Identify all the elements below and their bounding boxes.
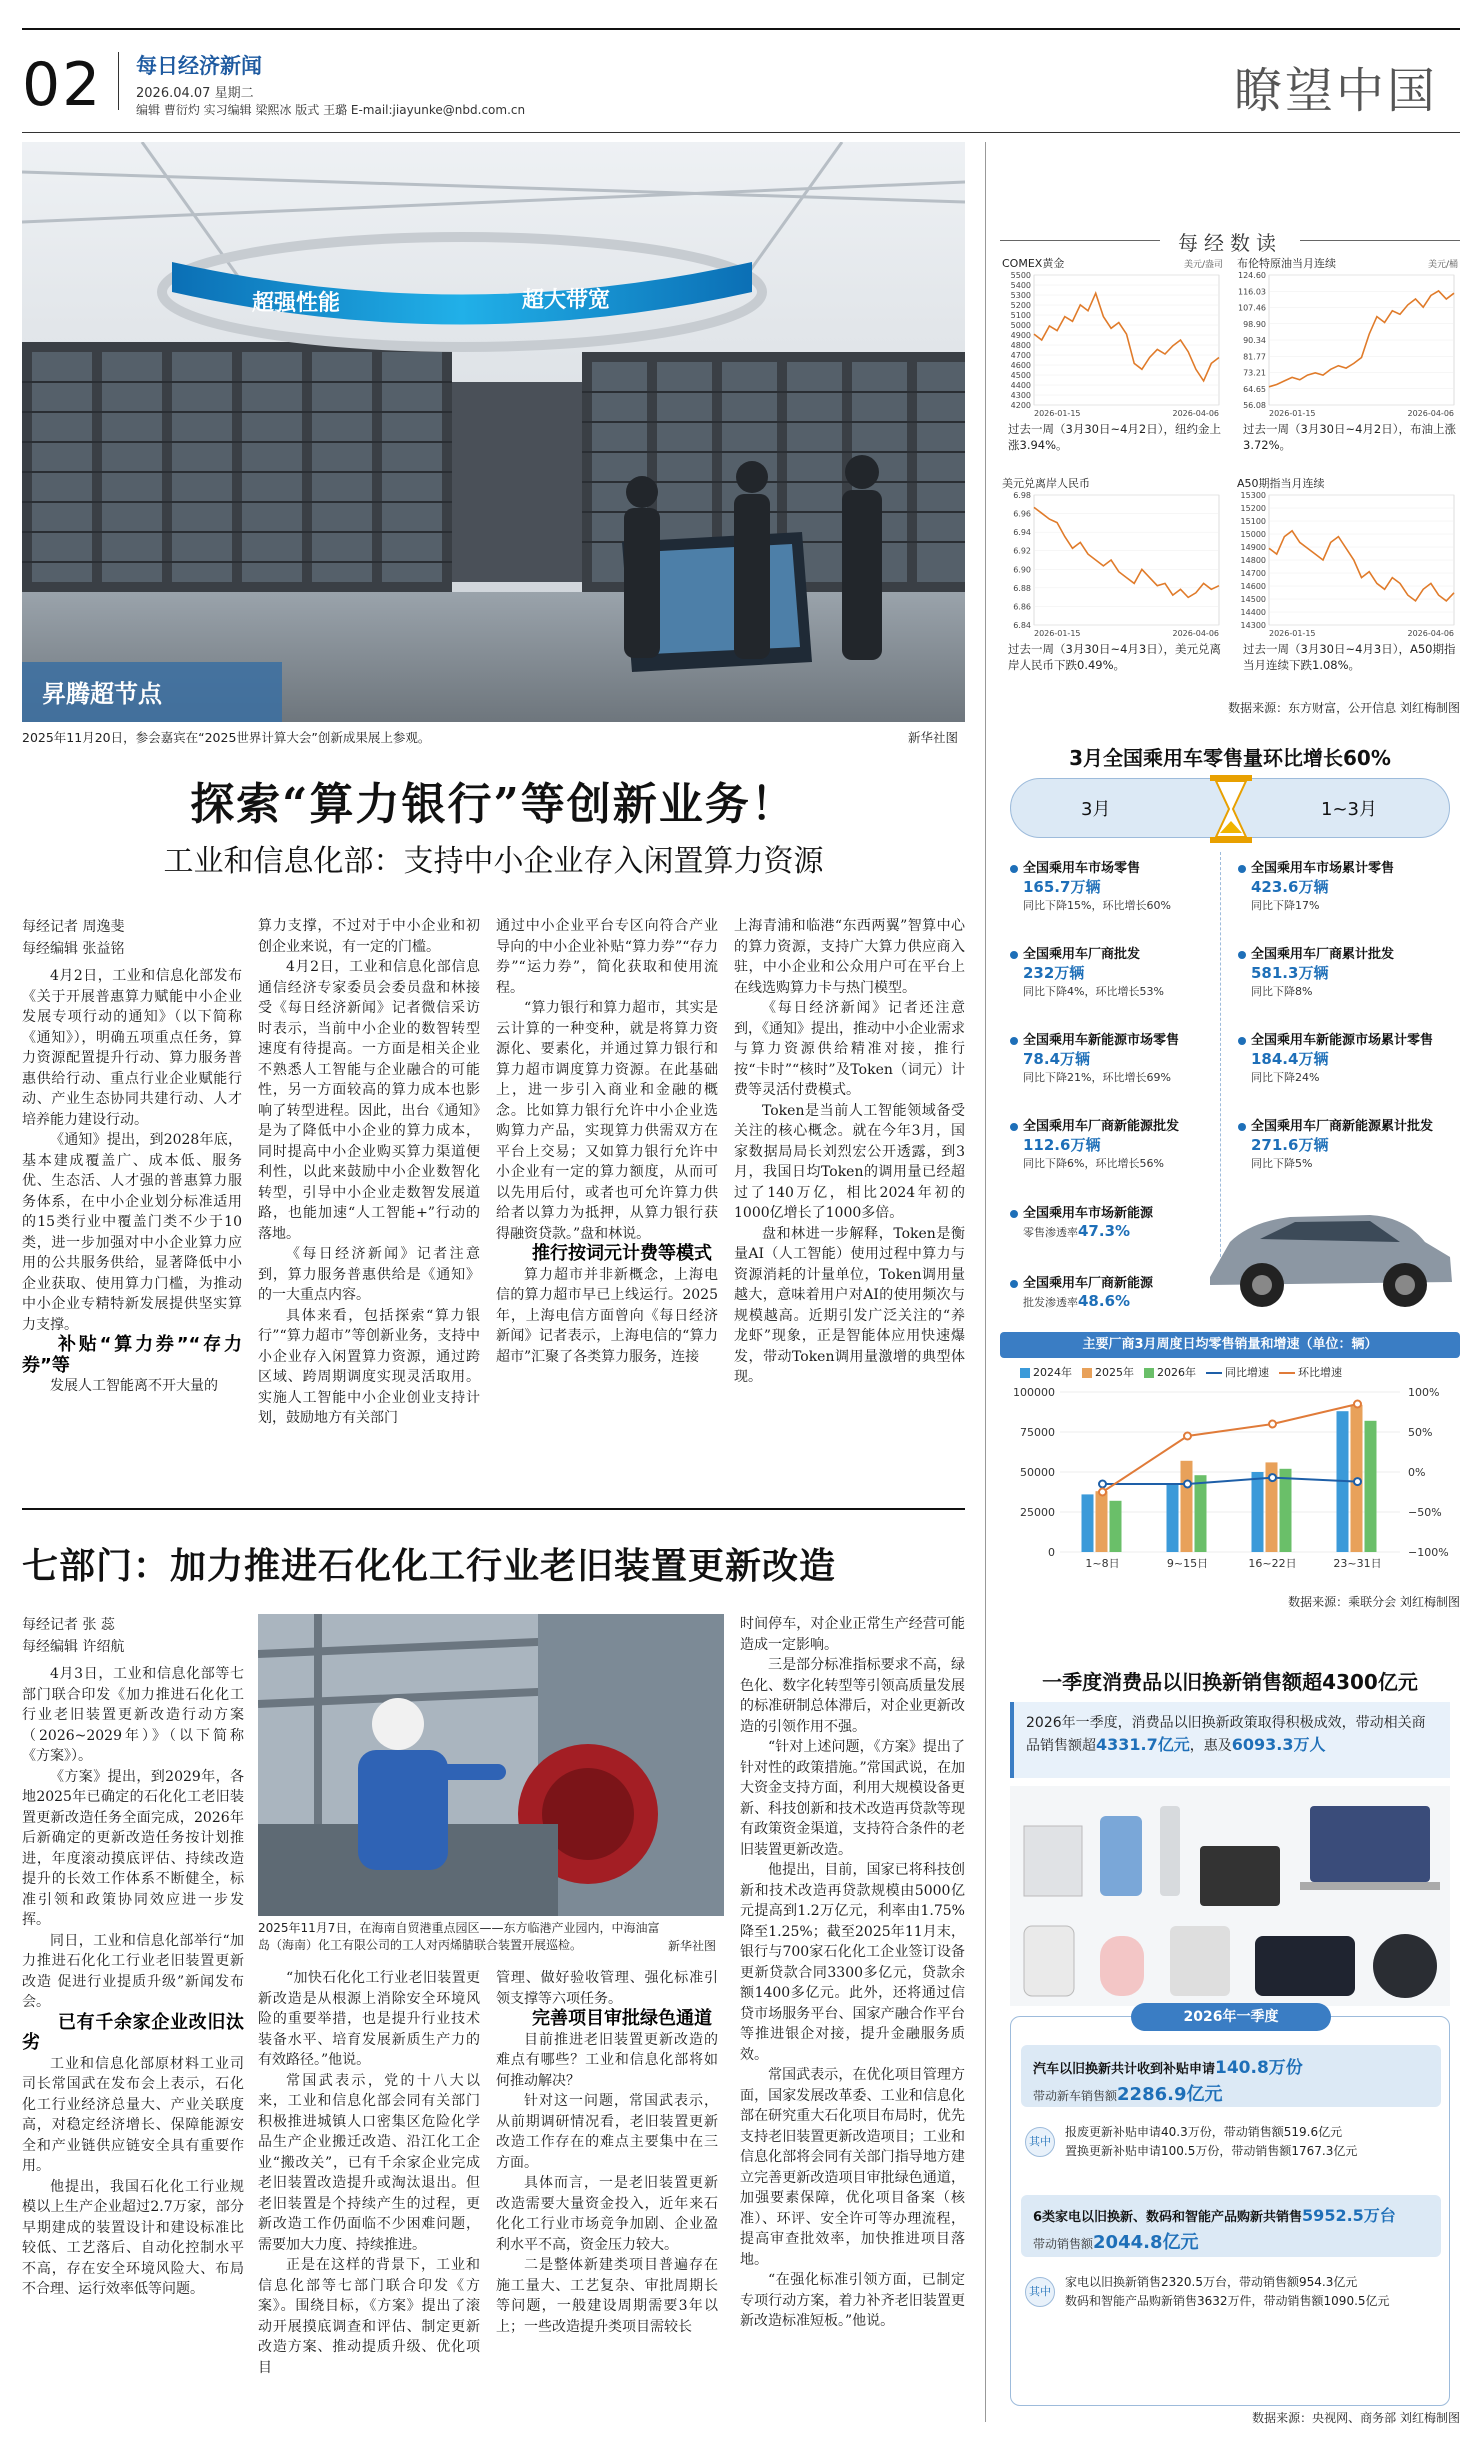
car-stat-label: 全国乘用车厂商新能源累计批发 <box>1251 1119 1434 1134</box>
car-stat-note: 批发渗透率 <box>1023 1296 1078 1309</box>
auto-breakdown <box>1021 2117 1441 2177</box>
article1-para: 4月2日，工业和信息化部发布《关于开展普惠算力赋能中小企业发展专项行动的通知》（以下简称《通知》），明确五项重点任务，算力资源配置提升行动、算力服务普惠供给行动、重点行业企业赋能行动、产业生态协同共建行动、人才培养能力建设行动。 <box>22 968 242 1128</box>
article1-para: 算力支撑，不过对于中小企业和初创企业来说，有一定的门槛。 <box>258 918 480 955</box>
market-chart-ytick: 4300 <box>1010 391 1031 400</box>
weekly-line-point <box>1099 1481 1106 1488</box>
bullet-dot-icon <box>1010 1280 1018 1288</box>
article1-byline <box>22 916 242 960</box>
market-chart-ytick: 5100 <box>1010 311 1031 320</box>
market-chart-ytick: 5500 <box>1010 271 1031 280</box>
market-chart-ytick: 5200 <box>1010 301 1031 310</box>
car-penetration-item <box>1010 1202 1210 1240</box>
products-illustration <box>1010 1786 1450 2006</box>
legend-item <box>1279 1366 1342 1379</box>
quarter-tab <box>1131 2003 1331 2031</box>
article1-subhead-1: 补贴“算力券”“存力券”等 <box>22 1334 242 1376</box>
legend-label: 环比增速 <box>1298 1366 1342 1379</box>
hourglass-icon <box>1206 773 1256 845</box>
weekly-ytick-left: 25000 <box>1020 1506 1055 1519</box>
article1-col4 <box>734 916 965 1388</box>
weekly-ytick-right: 100% <box>1408 1386 1440 1399</box>
car-stat-label: 全国乘用车新能源市场累计零售 <box>1251 1033 1434 1048</box>
car-stat-label: 全国乘用车市场新能源 <box>1023 1206 1154 1221</box>
article2-para: 工业和信息化部原材料工业司司长常国武在发布会上表示，石化化工行业经济总量大、产业关联度高，对稳定经济增长、保障能源安全和产业链供应链安全具有重要作用。 <box>22 2055 244 2174</box>
car-title: 3月全国乘用车零售量环比增长60% <box>1069 746 1391 770</box>
consumer-intro-box <box>1010 1702 1450 1778</box>
market-chart-ytick: 4800 <box>1010 341 1031 350</box>
market-chart-ytick: 6.96 <box>1013 509 1031 519</box>
market-charts-header: 每经数读 <box>1178 231 1282 255</box>
weekly-chart <box>1000 1332 1460 1612</box>
header-rule-left <box>1000 240 1160 241</box>
market-chart-ytick: 15300 <box>1240 491 1266 500</box>
market-chart-xtick: 2026-01-15 <box>1034 409 1081 418</box>
market-chart-ytick: 116.03 <box>1238 287 1266 297</box>
paper-name: 每日经济新闻 <box>136 53 262 78</box>
legend-label: 2024年 <box>1033 1366 1072 1379</box>
article2-para: 目前推进老旧装置更新改造的难点有哪些？工业和信息化部将如何推动解决？ <box>496 2031 718 2089</box>
article2-para: 时间停车，对企业正常生产经营可能造成一定影响。 <box>740 1616 965 1653</box>
appliance-breakdown <box>1021 2267 1441 2327</box>
article2-para: “加快石化化工行业老旧装置更新改造是从根源上消除安全环境风险的重要举措，也是提升行业技术装备水平、培育发展新质生产力的有效路径。”他说。 <box>258 1970 480 2068</box>
car-stat-label: 全国乘用车厂商新能源 <box>1023 1276 1154 1291</box>
suv-illustration <box>1200 1187 1460 1317</box>
market-chart-ytick: 15100 <box>1240 517 1266 526</box>
market-source: 数据来源：东方财富，公开信息 刘红梅制图 <box>1228 701 1460 715</box>
article1-col3 <box>496 916 718 1367</box>
market-chart-title: 美元兑离岸人民币 <box>1002 477 1090 490</box>
article2-para: 常国武表示，在优化项目管理方面，国家发展改革委、工业和信息化部在研究重大石化项目布局时，优先支持老旧装置更新改造项目；工业和信息化部将会同有关部门指导地方建立完善更新改造项目审批绿色通道，加强要素保障，优化项目备案（核准）、环评、安全许可等办理流程，提高审查批效率，加快推进项目落地。 <box>740 2067 965 2268</box>
market-chart-caption: 过去一周（3月30日~4月2日），布油上涨3.72%。 <box>1243 422 1456 452</box>
appliance-label: 6类家电以旧换新、数码和智能产品购新共销售 <box>1033 2210 1303 2225</box>
weekly-ytick-left: 50000 <box>1020 1466 1055 1479</box>
consumer-intro-v1: 4331.7亿元 <box>1096 1735 1190 1754</box>
weekly-xtick: 16~22日 <box>1248 1557 1297 1570</box>
auto-tradein-value: 140.8万份 <box>1215 2058 1303 2078</box>
market-chart-ytick: 56.08 <box>1243 401 1266 410</box>
market-chart-ytick: 6.98 <box>1013 491 1031 500</box>
car-stat-note: 同比下降4%，环比增长53% <box>1023 985 1164 998</box>
legend-label: 2025年 <box>1095 1366 1134 1379</box>
market-chart-unit: 美元/盎司 <box>1183 260 1223 270</box>
market-chart-ytick: 14600 <box>1240 582 1266 591</box>
article2-para: 《方案》提出，到2029年，各地2025年已确定的石化化工老旧装置更新改造任务全面完成，2026年后新确定的更新改造任务按计划推进，年度滚动摸底评估、持续改造提升的长效工作体系不断健全，标准引领和政策协同效应进一步发挥。 <box>22 1768 244 1928</box>
market-chart-plot <box>1034 495 1219 625</box>
article1-subhead-2: 推行按词元计费等模式 <box>532 1243 712 1264</box>
market-chart-ytick: 4900 <box>1010 331 1031 340</box>
market-chart-ytick: 4200 <box>1010 401 1031 410</box>
market-chart-cell <box>1237 476 1460 681</box>
market-chart-ytick: 14700 <box>1240 569 1266 578</box>
market-chart-ytick: 4400 <box>1010 381 1031 390</box>
market-chart-ytick: 107.46 <box>1238 303 1266 313</box>
weekly-xtick: 23~31日 <box>1333 1557 1382 1570</box>
auto-tradein-box <box>1021 2045 1441 2107</box>
market-chart-ytick: 6.92 <box>1013 546 1031 556</box>
refinery-illustration <box>258 1614 724 1916</box>
market-chart-ytick: 6.88 <box>1013 583 1031 593</box>
market-chart-title: A50期指当月连续 <box>1237 477 1325 490</box>
article1-col1 <box>22 966 242 1397</box>
market-chart-ytick: 14300 <box>1240 621 1266 630</box>
legend-item <box>1020 1366 1072 1379</box>
quarter-block <box>1010 2009 1450 2406</box>
weekly-line-point <box>1354 1401 1361 1408</box>
article1-para: 通过中小企业平台专区向符合产业导向的中小企业补贴“算力券”“存力券”“运力券”，简化获取和使用流程。 <box>496 918 718 996</box>
car-stat-item <box>1010 1115 1220 1171</box>
market-chart-caption: 过去一周（3月30日~4月3日），A50期指当月连续下跌1.08%。 <box>1243 642 1456 672</box>
car-stat-value: 184.4万辆 <box>1251 1050 1329 1068</box>
bullet-dot-icon <box>1238 865 1246 873</box>
masthead <box>0 0 1482 140</box>
market-chart-ytick: 90.34 <box>1243 336 1266 345</box>
market-chart-plot <box>1034 275 1219 405</box>
car-stat-value: 271.6万辆 <box>1251 1136 1329 1154</box>
market-chart-ytick: 5400 <box>1010 281 1031 290</box>
market-chart-ytick: 15000 <box>1240 530 1266 539</box>
market-chart-ytick: 14500 <box>1240 595 1266 604</box>
tab-q1: 1~3月 <box>1321 799 1377 820</box>
weekly-ytick-left: 100000 <box>1013 1386 1055 1399</box>
photo2-caption: 2025年11月7日，在海南自贸港重点园区——东方临港产业园内，中海油富岛（海南）化工有限公司的工人对丙烯腈联合装置开展巡检。 <box>258 1921 660 1952</box>
datacenter-illustration <box>22 142 965 722</box>
weekly-ytick-right: 0% <box>1408 1466 1426 1479</box>
market-chart-title: 布伦特原油当月连续 <box>1237 257 1336 270</box>
bullet-dot-icon <box>1238 951 1246 959</box>
weekly-ytick-right: 50% <box>1408 1426 1433 1439</box>
car-stat-item <box>1238 1115 1448 1171</box>
weekly-chart-title: 主要厂商3月周度日均零售销量和增速（单位：辆） <box>1082 1337 1378 1352</box>
car-stat-note: 同比下降6%，环比增长56% <box>1023 1157 1164 1170</box>
weekly-bar <box>1252 1472 1264 1552</box>
legend-label: 2026年 <box>1157 1366 1196 1379</box>
car-penetration-item <box>1010 1272 1210 1310</box>
weekly-line-point <box>1184 1433 1191 1440</box>
legend-item <box>1144 1366 1196 1379</box>
legend-label: 同比增速 <box>1225 1366 1269 1379</box>
article1-subheadline: 工业和信息化部：支持中小企业存入闲置算力资源 <box>163 844 824 879</box>
car-stat-note: 同比下降15%，环比增长60% <box>1023 899 1171 912</box>
article2-para: 具体而言，一是老旧装置更新改造需要大量资金投入，近年来石化化工行业市场竞争加剧、企业盈利水平不高，资金压力较大。 <box>496 2175 718 2253</box>
market-chart-xtick: 2026-01-15 <box>1034 629 1081 638</box>
article2-para: 他提出，我国石化化工行业规模以上生产企业超过2.7万家，部分早期建成的装置设计和建设标准比较低、工艺落后、自动化控制水平不高，存在安全环境风险大、布局不合理、运行效率低等问题。 <box>22 2178 244 2297</box>
appliance-box <box>1021 2195 1441 2257</box>
weekly-xtick: 1~8日 <box>1085 1557 1120 1570</box>
article2-subhead-1: 已有千余家企业改旧汰劣 <box>22 2011 244 2053</box>
editors-line: 编辑 曹衍灼 实习编辑 梁熙冰 版式 王璐 E-mail:jiayunke@nbd.com.cn <box>136 103 526 117</box>
weekly-line-point <box>1354 1478 1361 1485</box>
market-chart-xtick: 2026-04-06 <box>1172 629 1219 638</box>
article2-headline: 七部门：加力推进石化化工行业老旧装置更新改造 <box>22 1545 837 1587</box>
weekly-ytick-right: −50% <box>1408 1506 1442 1519</box>
article2-col1 <box>22 1664 244 2300</box>
article2-para: “针对上述问题，《方案》提出了针对性的政策措施。”常国武说，在加大资金支持方面，利用大规模设备更新、科技创新和技术改造再贷款等现有政策资金渠道，支持符合条件的老旧装置更新改造。 <box>740 1739 965 1858</box>
legend-line-icon <box>1279 1372 1295 1374</box>
market-chart-ytick: 6.94 <box>1013 528 1031 538</box>
car-stat-note: 同比下降5% <box>1251 1157 1313 1170</box>
breakdown-badge-label: 其中 <box>1029 2135 1051 2148</box>
car-stat-item <box>1010 943 1220 999</box>
article1-reporter: 每经记者 周逸斐 <box>22 919 125 935</box>
article-divider <box>22 1508 965 1510</box>
car-stat-value: 78.4万辆 <box>1023 1050 1091 1068</box>
article1-para: 4月2日，工业和信息化部信息通信经济专家委员会委员盘和林接受《每日经济新闻》记者微信采访时表示，当前中小企业的数智转型速度有待提高。一方面是相关企业不熟悉人工智能与企业融合的可能性，另一方面较高的算力成本也影响了转型进程。因此，出台《通知》是为了降低中小企业的算力成本，同时提高中小企业购买算力渠道便利性，以此来鼓励中小企业数智化转型，引导中小企业走数智发展道路，也能加速“人工智能+”行动的落地。 <box>258 959 480 1242</box>
car-stat-note: 零售渗透率 <box>1023 1226 1078 1239</box>
car-stat-item <box>1010 857 1220 913</box>
bullet-dot-icon <box>1010 865 1018 873</box>
market-chart-xtick: 2026-04-06 <box>1407 409 1454 418</box>
market-chart-ytick: 64.65 <box>1243 384 1266 394</box>
car-stat-item <box>1010 1029 1220 1085</box>
article2-reporter: 每经记者 张 蕊 <box>22 1617 115 1633</box>
article2-para: “在强化标准引领方面，已制定专项行动方案，着力补齐老旧装置更新改造标准短板。”他说。 <box>740 2272 965 2329</box>
car-stat-note: 同比下降17% <box>1251 899 1320 912</box>
market-chart-xtick: 2026-01-15 <box>1269 629 1316 638</box>
weekly-line-point <box>1269 1421 1276 1428</box>
article1-para: 上海青浦和临港“东西两翼”智算中心的算力资源，支持广大算力供应商入驻，中小企业和公众用户可在平台上在线选购算力卡与热门模型。 <box>734 918 965 996</box>
car-stat-note: 同比下降24% <box>1251 1071 1320 1084</box>
article1-para: 《通知》提出，到2028年底，基本建成覆盖广、成本低、服务优、生态活、人才强的普惠算力服务体系，在中小企业划分标准适用的15类行业中覆盖门类不少于10类，进一步加强对中小企业算力应用的公共服务供给，显著降低中小企业获取、使用算力门槛，为推动中小企业专精特新发展提供坚实算力支撑。 <box>22 1132 242 1333</box>
car-stat-value: 48.6% <box>1078 1292 1131 1310</box>
consumer-intro-b: ，惠及 <box>1189 1738 1232 1754</box>
masthead-top-rule <box>22 28 1460 30</box>
article1-col2 <box>258 916 480 1429</box>
market-charts-svg <box>1000 255 1460 725</box>
car-stat-item <box>1238 943 1448 999</box>
article2-para: 正是在这样的背景下，工业和信息化部等七部门联合印发《方案》。围绕目标，《方案》提出了滚动开展摸底调查和评估、制定更新改造方案、推动提质升级、优化项目 <box>258 2257 480 2376</box>
market-chart-ytick: 5300 <box>1010 291 1031 300</box>
breakdown-badge <box>1025 2277 1055 2307</box>
photo-datacenter <box>22 142 965 722</box>
consumer-intro-a: 2026年一季度，消费品以旧换新政策取得积极成效，带动相关商品销售额超 <box>1026 1715 1426 1754</box>
appliance-sales-value: 2044.8亿元 <box>1093 2232 1199 2253</box>
car-stat-value: 112.6万辆 <box>1023 1136 1101 1154</box>
photo2-credit: 新华社图 <box>668 1939 717 1953</box>
market-chart-ytick: 14400 <box>1240 608 1266 617</box>
car-panel <box>1000 742 1460 1612</box>
auto-tradein-label: 汽车以旧换新共计收到补贴申请 <box>1033 2062 1216 2077</box>
weekly-bar <box>1195 1475 1207 1552</box>
article1-para: 盘和林进一步解释，Token是衡量AI（人工智能）使用过程中算力与资源消耗的计量单位，Token调用量越大，意味着用户对AI的使用频次与规模越高。近期引发广泛关注的“养龙虾”现象，正是智能体应用快速爆发，带动Token调用量激增的典型体现。 <box>734 1225 965 1385</box>
market-chart-ytick: 73.21 <box>1243 368 1266 378</box>
date-line: 2026.04.07 星期二 <box>136 86 254 101</box>
weekly-bar <box>1181 1461 1193 1552</box>
bullet-dot-icon <box>1238 1037 1246 1045</box>
floor-sign-text: 昇腾超节点 <box>42 680 162 708</box>
article2-para: 管理、做好验收管理、强化标准引领支撑等六项任务。 <box>496 1970 718 2007</box>
weekly-ytick-left: 0 <box>1048 1546 1055 1559</box>
auto-breakdown-1: 报废更新补贴申请40.3万份，带动销售额519.6亿元 <box>1065 2125 1343 2139</box>
car-stat-note: 同比下降8% <box>1251 985 1313 998</box>
weekly-xtick: 9~15日 <box>1166 1557 1209 1570</box>
car-stat-label: 全国乘用车新能源市场零售 <box>1023 1033 1180 1048</box>
weekly-chart-svg <box>1000 1382 1460 1592</box>
weekly-bar <box>1082 1494 1094 1552</box>
article1-para: 算力超市并非新概念，上海电信的算力超市早已上线运行。2025年，上海电信方面曾向《每日经济新闻》记者表示，上海电信的“算力超市”汇聚了各类算力服务，连接 <box>496 1266 718 1365</box>
market-chart-cell <box>1237 256 1460 461</box>
article2-byline <box>22 1614 242 1658</box>
weekly-bar <box>1280 1469 1292 1552</box>
header-rule-right <box>1300 240 1460 241</box>
consumer-title: 一季度消费品以旧换新销售额超4300亿元 <box>1042 1670 1418 1694</box>
article1-para: 《每日经济新闻》记者注意到，算力服务普惠供给是《通知》的一大重点内容。 <box>258 1246 480 1303</box>
market-chart-xtick: 2026-04-06 <box>1172 409 1219 418</box>
ring-text-left: 超强性能 <box>252 291 341 316</box>
article2-subhead-2: 完善项目审批绿色通道 <box>532 2008 712 2029</box>
car-stat-label: 全国乘用车市场零售 <box>1023 861 1141 876</box>
auto-sales-label: 带动新车销售额 <box>1033 2089 1118 2103</box>
article2-para: 二是整体新建类项目普遍存在施工量大、工艺复杂、审批周期长等问题，一般建设周期需要3年以上；一些改造提升类项目需较长 <box>496 2257 718 2335</box>
article1-para: 具体来看，包括探索“算力银行”“算力超市”等创新业务，支持中小企业存入闲置算力资源，通过跨区域、跨周期调度实现灵活取用。实施人工智能中小企业创业支持计划，鼓励地方有关部门 <box>258 1307 480 1426</box>
market-chart-ytick: 4500 <box>1010 371 1031 380</box>
weekly-ytick-left: 75000 <box>1020 1426 1055 1439</box>
weekly-bar <box>1365 1421 1377 1552</box>
market-chart-ytick: 98.90 <box>1243 319 1266 329</box>
masthead-bottom-rule <box>22 132 1460 133</box>
car-stat-value: 165.7万辆 <box>1023 878 1101 896</box>
car-stat-value: 423.6万辆 <box>1251 878 1329 896</box>
market-chart-caption: 过去一周（3月30日~4月2日），纽约金上涨3.94%。 <box>1008 422 1221 452</box>
sidebar-rule <box>985 142 986 2422</box>
masthead-divider <box>118 52 119 110</box>
weekly-bar <box>1096 1491 1108 1552</box>
auto-breakdown-2: 置换更新补贴申请100.5万份，带动销售额1767.3亿元 <box>1065 2144 1358 2158</box>
ring-text-right: 超大带宽 <box>522 288 611 313</box>
market-charts-panel <box>1000 225 1460 720</box>
market-chart-ytick: 5000 <box>1010 321 1031 330</box>
market-chart-ytick: 6.84 <box>1013 621 1031 630</box>
article1-para: 《每日经济新闻》记者还注意到，《通知》提出，推动中小企业需求与算力资源供给精准对接，推行按“卡时”“核时”及Token（词元）计费等灵活付费模式。 <box>734 1000 965 1098</box>
car-stat-item <box>1238 857 1448 913</box>
market-chart-ytick: 124.60 <box>1238 271 1266 280</box>
market-chart-ytick: 4600 <box>1010 361 1031 370</box>
weekly-line-point <box>1184 1481 1191 1488</box>
weekly-ytick-right: −100% <box>1408 1546 1449 1559</box>
weekly-line-point <box>1269 1474 1276 1481</box>
bullet-dot-icon <box>1010 951 1018 959</box>
car-stat-item <box>1238 1029 1448 1085</box>
tab-march: 3月 <box>1081 799 1111 820</box>
weekly-chart-legend <box>1020 1364 1460 1380</box>
appliance-sales-label: 带动销售额 <box>1033 2237 1094 2251</box>
article1-para: “算力银行和算力超市，其实是云计算的一种变种，就是将算力资源化、要素化，并通过算力银行和算力超市调度算力资源。在此基础上，进一步引入商业和金融的概念。比如算力银行允许中小企业选购算力产品，实现算力供需双方在平台上交易；又如算力银行允许中小企业有一定的算力额度，从而可以先用后付，或者也可允许算力供给者以算力为抵押，从算力银行获得融资贷款。”盘和林说。 <box>496 1000 718 1242</box>
article2-para: 常国武表示，党的十八大以来，工业和信息化部会同有关部门积极推进城镇人口密集区危险化学品生产企业搬迁改造、沿江化工企业“搬改关”，已有千余家企业完成老旧装置改造提升或淘汰退出。但老旧装置是个持续产生的过程，更新改造工作仍面临不少困难问题，需要加大力度、持续推进。 <box>258 2072 480 2253</box>
car-stat-label: 全国乘用车厂商累计批发 <box>1251 947 1395 962</box>
market-chart-ytick: 14900 <box>1240 543 1266 552</box>
breakdown-badge <box>1025 2127 1055 2157</box>
market-chart-ytick: 6.86 <box>1013 602 1031 612</box>
market-chart-xtick: 2026-04-06 <box>1407 629 1454 638</box>
quarter-tab-label: 2026年一季度 <box>1183 2009 1279 2025</box>
weekly-bar <box>1167 1483 1179 1552</box>
legend-item <box>1082 1366 1134 1379</box>
market-chart-cell <box>1002 256 1225 461</box>
bullet-dot-icon <box>1010 1210 1018 1218</box>
article1-para: 发展人工智能离不开大量的 <box>50 1378 218 1394</box>
car-stat-note: 同比下降21%，环比增长69% <box>1023 1071 1171 1084</box>
car-stat-label: 全国乘用车厂商新能源批发 <box>1023 1119 1180 1134</box>
article2-para: 针对这一问题，常国武表示，从前期调研情况看，老旧装置更新改造工作存在的难点主要集中在三方面。 <box>496 2093 718 2171</box>
appliance-value: 5952.5万台 <box>1302 2206 1396 2225</box>
weekly-bar <box>1110 1501 1122 1552</box>
legend-item <box>1206 1366 1269 1379</box>
section-title: 瞭望中国 <box>1234 63 1439 119</box>
photo1-credit: 新华社图 <box>908 730 959 745</box>
legend-line-icon <box>1206 1372 1222 1374</box>
bullet-dot-icon <box>1010 1123 1018 1131</box>
market-chart-caption: 过去一周（3月30日~4月3日），美元兑离岸人民币下跌0.49%。 <box>1008 642 1221 672</box>
market-chart-ytick: 81.77 <box>1243 352 1266 362</box>
market-chart-unit: 美元/桶 <box>1427 260 1458 270</box>
legend-swatch <box>1144 1368 1154 1378</box>
breakdown-badge-label: 其中 <box>1029 2285 1051 2298</box>
consumer-intro-v2: 6093.3万人 <box>1231 1735 1326 1754</box>
article2-editor: 每经编辑 许绍航 <box>22 1639 125 1655</box>
weekly-line-point <box>1099 1489 1106 1496</box>
auto-sales-value: 2286.9亿元 <box>1117 2084 1223 2105</box>
car-stat-value: 581.3万辆 <box>1251 964 1329 982</box>
car-tabs <box>1010 778 1450 838</box>
consumer-panel <box>1000 1666 1460 2426</box>
bullet-dot-icon <box>1010 1037 1018 1045</box>
car-stat-label: 全国乘用车厂商批发 <box>1023 947 1141 962</box>
article1-editor: 每经编辑 张益铭 <box>22 941 125 957</box>
article2-para: 三是部分标准指标要求不高，绿色化、数字化转型等引领高质量发展的标准研制总体滞后，对企业更新改造的引领作用不强。 <box>740 1657 965 1735</box>
legend-swatch <box>1082 1368 1092 1378</box>
appliance-breakdown-1: 家电以旧换新销售2320.5万台，带动销售额954.3亿元 <box>1065 2275 1358 2289</box>
article2-para: 4月3日，工业和信息化部等七部门联合印发《加力推进石化化工行业老旧装置更新改造行动方案（2026~2029年）》（以下简称《方案》）。 <box>22 1666 244 1764</box>
appliance-breakdown-2: 数码和智能产品购新销售3632万件，带动销售额1090.5亿元 <box>1065 2294 1390 2308</box>
market-chart-ytick: 4700 <box>1010 351 1031 360</box>
market-chart-xtick: 2026-01-15 <box>1269 409 1316 418</box>
article2-col4 <box>740 1614 965 2332</box>
market-chart-title: COMEX黄金 <box>1002 257 1065 270</box>
market-chart-cell <box>1002 476 1225 681</box>
bullet-dot-icon <box>1238 1123 1246 1131</box>
photo-refinery-worker <box>258 1614 724 1916</box>
article2-col2 <box>258 1968 480 2378</box>
car-stat-value: 232万辆 <box>1023 964 1085 982</box>
article1-para: Token是当前人工智能领域备受关注的核心概念。就在今年3月，国家数据局局长刘烈宏公开透露，到3月，我国日均Token的调用量已经超过了140万亿，相比2024年初的1000亿增长了1000多倍。 <box>734 1102 965 1221</box>
car-stat-value: 47.3% <box>1078 1222 1131 1240</box>
article1-headline: 探索“算力银行”等创新业务！ <box>190 779 797 830</box>
weekly-line <box>1103 1478 1358 1484</box>
weekly-chart-title-bar <box>1000 1332 1460 1358</box>
car-stat-label: 全国乘用车市场累计零售 <box>1251 861 1395 876</box>
market-chart-ytick: 15200 <box>1240 504 1266 513</box>
article2-para: 同日，工业和信息化部举行“加力推进石化化工行业老旧装置更新改造 促进行业提质升级”新闻发布会。 <box>22 1932 244 2010</box>
market-chart-ytick: 6.90 <box>1013 565 1031 575</box>
legend-swatch <box>1020 1368 1030 1378</box>
weekly-source: 数据来源：乘联分会 刘红梅制图 <box>1288 1595 1460 1609</box>
consumer-source: 数据来源：央视网、商务部 刘红梅制图 <box>1252 2411 1460 2425</box>
page-number: 02 <box>22 50 103 120</box>
article2-para: 他提出，目前，国家已将科技创新和技术改造再贷款规模由5000亿元提高到1.2万亿元，利率由1.75%降至1.25%；截至2025年11月末，银行与700家石化化工企业签订设备更新贷款合同3300多亿元，贷款余额1400多亿元。此外，还将通过信贷市场服务平台、国家产融合作平台等推进银企对接，提升金融服务质效。 <box>740 1862 965 2063</box>
market-chart-ytick: 14800 <box>1240 556 1266 565</box>
article2-col3 <box>496 1968 718 2337</box>
photo1-caption: 2025年11月20日，参会嘉宾在“2025世界计算大会”创新成果展上参观。 <box>22 730 431 745</box>
